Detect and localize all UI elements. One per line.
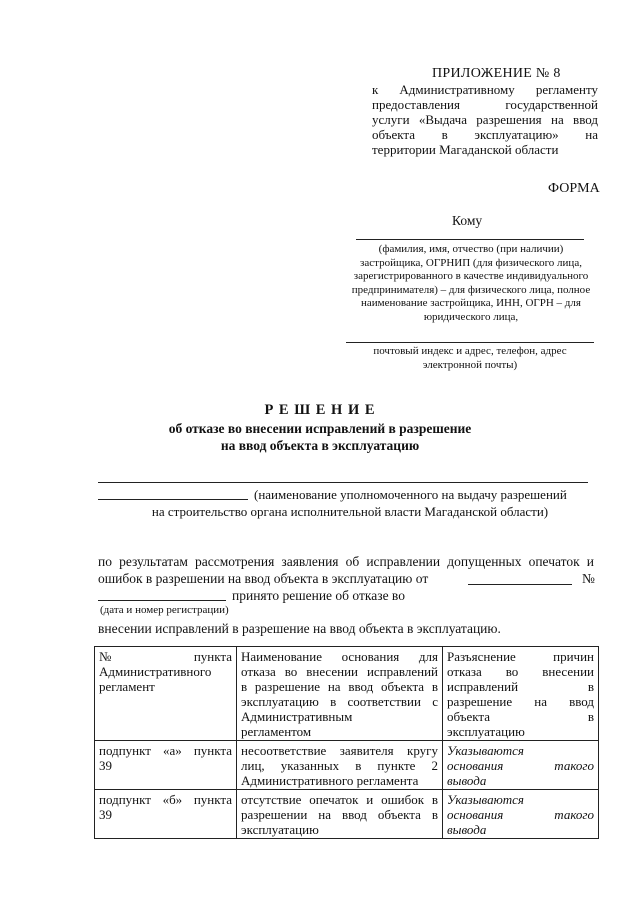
appendix-reference <box>372 82 598 157</box>
header-line: объекта в <box>447 709 594 724</box>
header-line: Разъяснение причин <box>447 649 594 664</box>
caption-line: юридического лица, <box>423 310 519 323</box>
header-point <box>95 647 237 741</box>
decision-title: Р Е Ш Е Н И Е <box>264 402 376 418</box>
cell-line: 39 <box>99 807 112 822</box>
appendix-line: предоставления государственной <box>372 97 598 112</box>
row-explanation <box>443 790 599 839</box>
header-line: эксплуатацию <box>447 724 525 739</box>
recipient-label: Кому <box>452 213 483 228</box>
recipient-name-line <box>356 239 584 240</box>
row-point <box>95 741 237 790</box>
row-point <box>95 790 237 839</box>
date-number-caption: (дата и номер регистрации) <box>100 604 229 616</box>
caption-line: (фамилия, имя, отчество (при наличии) <box>378 243 564 255</box>
recipient-address-caption <box>346 345 594 372</box>
cell-line: лиц, указанных в пункте 2 <box>241 758 438 773</box>
header-reason <box>237 647 443 741</box>
recipient-name-caption <box>330 243 612 324</box>
cell-line: подпункт «а» пункта <box>99 743 232 758</box>
body-line: по результатам рассмотрения заявления об исправлении допущенных опечаток и <box>98 554 594 569</box>
header-line: отказа во внесении <box>447 664 594 679</box>
appendix-title: ПРИЛОЖЕНИЕ № 8 <box>432 66 561 81</box>
header-explanation <box>443 647 599 741</box>
cell-line: отсутствие опечаток и ошибок в <box>241 792 438 807</box>
cell-line: вывода <box>447 822 487 837</box>
cell-line: эксплуатацию <box>241 822 319 837</box>
authority-caption-continued: на строительство органа исполнительной власти Магаданской области) <box>151 504 549 519</box>
caption-line: зарегистрированного в качестве индивидуального <box>353 270 589 282</box>
appendix-line: услуги «Выдача разрешения на ввод <box>372 112 598 127</box>
decision-subtitle <box>0 420 640 454</box>
caption-line: почтовый индекс и адрес, телефон, адрес <box>373 345 567 357</box>
table-row <box>95 741 599 790</box>
cell-line: Указываются <box>447 743 524 758</box>
appendix-line: к Административному регламенту <box>372 82 598 97</box>
body-line-4: внесении исправлений в разрешение на ввод объекта в эксплуатацию. <box>98 621 501 636</box>
header-line: Административного <box>99 664 212 679</box>
date-blank-line <box>468 584 572 585</box>
appendix-line: территории Магаданской области <box>372 142 559 157</box>
caption-line: предпринимателя) – для физического лица, полное <box>351 283 591 296</box>
header-line: в разрешение на ввод объекта в <box>241 679 438 694</box>
cell-line: вывода <box>447 773 487 788</box>
cell-line: основания такого <box>447 758 594 773</box>
subtitle-line: на ввод объекта в эксплуатацию <box>220 438 420 453</box>
header-line: эксплуатацию в соответствии с <box>241 694 438 709</box>
row-reason <box>237 741 443 790</box>
header-line: исправлений в <box>447 679 594 694</box>
cell-line: несоответствие заявителя кругу <box>241 743 438 758</box>
appendix-line: объекта в эксплуатацию» на <box>372 127 598 142</box>
table-row <box>95 790 599 839</box>
header-line: Наименование основания для <box>241 649 438 664</box>
header-line: № пункта <box>99 649 232 664</box>
refusal-reasons-table <box>94 646 599 839</box>
caption-line: застройщика, ОГРНИП (для физического лица, <box>360 256 582 269</box>
authority-name-line <box>98 482 588 483</box>
cell-line: разрешении на ввод объекта в <box>241 807 438 822</box>
authority-caption: (наименование уполномоченного на выдачу разрешений <box>254 487 567 502</box>
body-text-fragment: ошибок в разрешении на ввод объекта в эксплуатацию от <box>98 571 429 586</box>
header-line: регламентом <box>241 724 312 739</box>
cell-line: Указываются <box>447 792 524 807</box>
authority-name-short-line <box>98 499 248 500</box>
header-line: регламент <box>99 679 155 694</box>
caption-line: наименование застройщика, ИНН, ОГРН – для <box>361 297 581 309</box>
row-explanation <box>443 741 599 790</box>
cell-line: Административного регламента <box>241 773 419 788</box>
header-line: разрешение на ввод <box>447 694 594 709</box>
number-sign: № <box>582 571 595 586</box>
body-line-2 <box>98 570 594 587</box>
cell-line: основания такого <box>447 807 594 822</box>
caption-line: электронной почты) <box>422 358 518 371</box>
recipient-address-line <box>346 342 594 343</box>
header-line: Административным <box>241 709 353 724</box>
table-header-row <box>95 647 599 741</box>
subtitle-line: об отказе во внесении исправлений в разрешение <box>168 421 472 436</box>
header-line: отказа во внесении исправлений <box>241 664 438 679</box>
form-label: ФОРМА <box>548 181 600 196</box>
body-line-3: принято решение об отказе во <box>232 588 405 603</box>
row-reason <box>237 790 443 839</box>
number-blank-line <box>98 600 226 601</box>
cell-line: подпункт «б» пункта <box>99 792 232 807</box>
cell-line: 39 <box>99 758 112 773</box>
